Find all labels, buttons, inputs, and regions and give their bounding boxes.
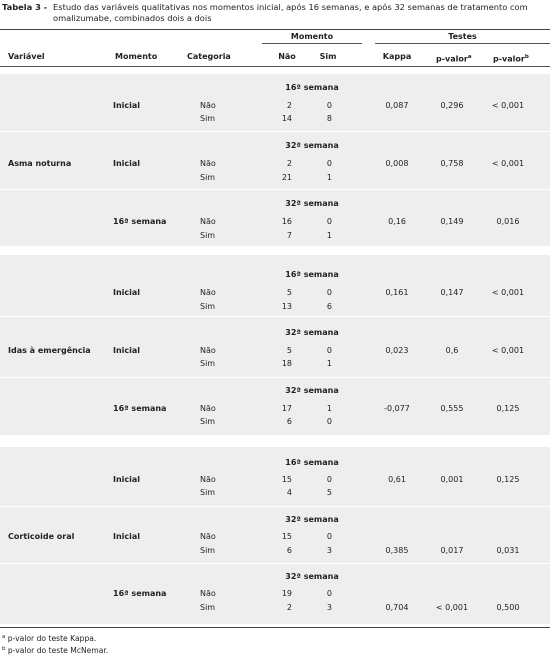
caption-text: Estudo das variáveis qualitativas nos momentos inicial, após 16 semanas, e após 32 semanas de tratamento com omalizumabe, combinados dois a dois xyxy=(53,2,528,23)
row-pvalor-kappa: 0,147 xyxy=(440,288,464,297)
momento-group-rule xyxy=(262,43,362,44)
footnote-b-mark: b xyxy=(2,646,6,652)
testes-group-rule xyxy=(375,43,550,44)
row-nao: 15 xyxy=(281,475,292,484)
group-variable: Asma noturna xyxy=(8,159,72,168)
row-kappa: 0,023 xyxy=(385,346,409,355)
row-categoria: Sim xyxy=(200,546,216,555)
row-categoria: Sim xyxy=(200,417,216,426)
row-nao: 15 xyxy=(281,532,292,541)
row-pvalor-kappa: 0,296 xyxy=(440,101,464,110)
row-sim: 8 xyxy=(326,114,332,123)
block-title: 16ª semana xyxy=(285,458,339,467)
row-nao: 2 xyxy=(286,101,292,110)
row-pvalor-mcnemar: < 0,001 xyxy=(491,346,525,355)
row-sim: 0 xyxy=(326,589,332,598)
row-sim: 5 xyxy=(326,488,332,497)
header-pvalor-mcnemar xyxy=(493,52,529,65)
block-title: 32ª semana xyxy=(285,199,339,208)
row-categoria: Não xyxy=(200,532,216,541)
footnote-b xyxy=(2,644,108,656)
row-sim: 3 xyxy=(326,603,332,612)
row-pvalor-kappa: < 0,001 xyxy=(435,603,469,612)
row-kappa: 0,161 xyxy=(385,288,409,297)
row-kappa: -0,077 xyxy=(384,404,410,413)
row-sim: 0 xyxy=(326,288,332,297)
row-nao: 14 xyxy=(281,114,292,123)
row-pvalor-mcnemar: 0,016 xyxy=(496,217,520,226)
row-categoria: Não xyxy=(200,217,216,226)
header-pvalor-mcnemar-text: p-valor xyxy=(493,54,525,64)
row-sim: 0 xyxy=(326,417,332,426)
row-pvalor-mcnemar: < 0,001 xyxy=(491,288,525,297)
row-nao: 13 xyxy=(281,302,292,311)
row-nao: 7 xyxy=(286,231,292,240)
row-pvalor-mcnemar: 0,125 xyxy=(496,475,520,484)
block-separator xyxy=(0,189,550,190)
row-categoria: Não xyxy=(200,589,216,598)
footnote-ref-b: b xyxy=(524,54,529,60)
row-sim: 0 xyxy=(326,475,332,484)
row-categoria: Não xyxy=(200,101,216,110)
row-pvalor-kappa: 0,001 xyxy=(440,475,464,484)
header-variavel: Variável xyxy=(8,52,45,61)
row-nao: 4 xyxy=(286,488,292,497)
row-pvalor-kappa: 0,6 xyxy=(445,346,459,355)
row-pvalor-kappa: 0,758 xyxy=(440,159,464,168)
table-bottom-rule xyxy=(0,627,550,628)
header-pvalor-kappa xyxy=(436,52,472,65)
header-testes-group: Testes xyxy=(448,32,477,41)
row-nao: 5 xyxy=(286,288,292,297)
footnote-b-text: p-valor do teste McNemar. xyxy=(7,646,109,655)
row-sim: 0 xyxy=(326,346,332,355)
footnote-ref-a: a xyxy=(467,54,472,60)
block-title: 32ª semana xyxy=(285,572,339,581)
block-momento: Inicial xyxy=(113,475,141,484)
row-kappa: 0,704 xyxy=(385,603,409,612)
row-categoria: Não xyxy=(200,288,216,297)
block-separator xyxy=(0,506,550,507)
row-sim: 1 xyxy=(326,404,332,413)
block-momento: 16ª semana xyxy=(113,404,167,413)
block-title: 16ª semana xyxy=(285,83,339,92)
row-pvalor-mcnemar: 0,500 xyxy=(496,603,520,612)
block-title: 32ª semana xyxy=(285,386,339,395)
row-kappa: 0,087 xyxy=(385,101,409,110)
row-nao: 21 xyxy=(281,173,292,182)
header-nao: Não xyxy=(278,52,296,61)
row-nao: 6 xyxy=(286,417,292,426)
header-categoria: Categoria xyxy=(187,52,231,61)
header-momento-group: Momento xyxy=(290,32,334,41)
block-momento: Inicial xyxy=(113,288,141,297)
row-categoria: Sim xyxy=(200,359,216,368)
block-momento: Inicial xyxy=(113,346,141,355)
row-sim: 1 xyxy=(326,359,332,368)
row-pvalor-mcnemar: < 0,001 xyxy=(491,101,525,110)
row-pvalor-mcnemar: 0,031 xyxy=(496,546,520,555)
block-momento: Inicial xyxy=(113,159,141,168)
block-separator xyxy=(0,377,550,378)
row-pvalor-kappa: 0,555 xyxy=(440,404,464,413)
row-sim: 6 xyxy=(326,302,332,311)
block-momento: 16ª semana xyxy=(113,589,167,598)
group-variable: Corticoide oral xyxy=(8,532,75,541)
row-sim: 1 xyxy=(326,173,332,182)
block-title: 32ª semana xyxy=(285,515,339,524)
row-nao: 19 xyxy=(281,589,292,598)
header-momento: Momento xyxy=(115,52,158,61)
row-nao: 17 xyxy=(281,404,292,413)
row-pvalor-mcnemar: < 0,001 xyxy=(491,159,525,168)
group-variable: Idas à emergência xyxy=(8,346,91,355)
block-title: 32ª semana xyxy=(285,141,339,150)
row-kappa: 0,61 xyxy=(388,475,406,484)
header-sim: Sim xyxy=(319,52,337,61)
row-kappa: 0,16 xyxy=(388,217,406,226)
row-nao: 2 xyxy=(286,159,292,168)
table-top-rule xyxy=(0,29,550,30)
footnote-a-mark: a xyxy=(2,634,6,640)
row-nao: 18 xyxy=(281,359,292,368)
header-bottom-rule xyxy=(0,66,550,67)
row-kappa: 0,008 xyxy=(385,159,409,168)
header-pvalor-kappa-text: p-valor xyxy=(436,54,468,64)
row-categoria: Não xyxy=(200,404,216,413)
row-sim: 1 xyxy=(326,231,332,240)
row-categoria: Sim xyxy=(200,114,216,123)
row-nao: 2 xyxy=(286,603,292,612)
row-categoria: Não xyxy=(200,346,216,355)
row-categoria: Não xyxy=(200,159,216,168)
row-nao: 5 xyxy=(286,346,292,355)
row-sim: 0 xyxy=(326,101,332,110)
block-separator xyxy=(0,131,550,132)
row-sim: 3 xyxy=(326,546,332,555)
header-kappa: Kappa xyxy=(382,52,412,61)
row-categoria: Sim xyxy=(200,603,216,612)
row-sim: 0 xyxy=(326,159,332,168)
caption-label: Tabela 3 - xyxy=(2,2,48,12)
block-momento: 16ª semana xyxy=(113,217,167,226)
row-categoria: Sim xyxy=(200,302,216,311)
block-momento: Inicial xyxy=(113,532,141,541)
row-pvalor-kappa: 0,149 xyxy=(440,217,464,226)
row-categoria: Não xyxy=(200,475,216,484)
row-nao: 6 xyxy=(286,546,292,555)
row-kappa: 0,385 xyxy=(385,546,409,555)
block-title: 16ª semana xyxy=(285,270,339,279)
block-separator xyxy=(0,316,550,317)
row-pvalor-kappa: 0,017 xyxy=(440,546,464,555)
block-separator xyxy=(0,563,550,564)
block-momento: Inicial xyxy=(113,101,141,110)
row-sim: 0 xyxy=(326,217,332,226)
row-nao: 16 xyxy=(281,217,292,226)
row-categoria: Sim xyxy=(200,231,216,240)
block-title: 32ª semana xyxy=(285,328,339,337)
row-categoria: Sim xyxy=(200,173,216,182)
footnote-a-text: p-valor do teste Kappa. xyxy=(7,634,97,643)
footnote-a xyxy=(2,632,96,644)
row-pvalor-mcnemar: 0,125 xyxy=(496,404,520,413)
row-sim: 0 xyxy=(326,532,332,541)
row-categoria: Sim xyxy=(200,488,216,497)
